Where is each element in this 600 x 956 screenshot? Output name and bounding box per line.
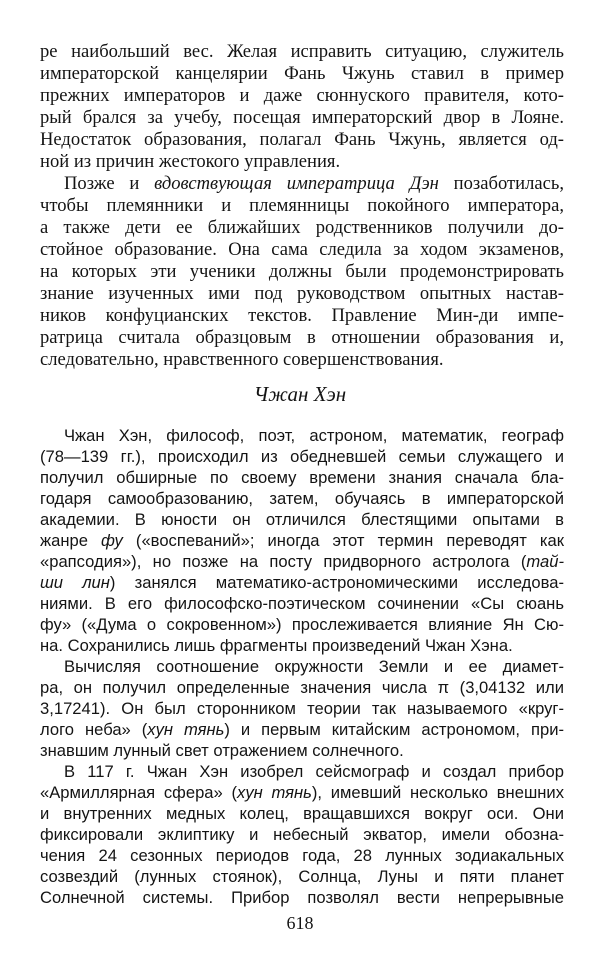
text-run: Позже и [64,173,155,194]
italic-term: вдовствующая императрица Дэн [154,173,439,194]
text-line: ников конфуцианских текстов. Правление Мин-ди импе- [40,305,564,326]
text-line: ратрица считала образцовым в отношении образования и, [40,327,564,348]
text-run: «рапсодия»), но позже на посту придворного астролога ( [40,552,527,571]
text-line: знание изученных ими под руководством опытных настав- [40,283,564,304]
italic-term: хун тянь [147,720,225,739]
text-run: лого неба» ( [40,720,148,739]
text-line: ниями. В его философско-поэтическом сочинении «Сы сюань [40,594,564,613]
text-line: на. Сохранились лишь фрагменты произведений Чжан Хэна. [40,636,513,655]
text-line: Вычисляя соотношение окружности Земли и ее диамет- [64,657,564,676]
italic-term: тай- [526,552,564,571]
text-run: ) и первым китайским астрономом, при- [224,720,564,739]
text-line: рый брался за учебу, посещая императорский двор в Лояне. [40,107,564,128]
text-line: чения 24 сезонных периодов года, 28 лунных зодиакальных [40,846,564,865]
text-line: и внутренних медных колец, вращавшихся вокруг оси. Они [40,804,564,823]
text-line: (78—139 гг.), происходил из обедневшей семьи служащего и [40,447,564,466]
text-line: годаря самообразованию, затем, обучаясь в императорской [40,489,564,508]
text-line: академии. В юности он отличился блестящими опытами в [40,510,564,529]
text-line: 3,17241). Он был сторонником теории так называемого «круг- [40,699,564,718]
text-line: В 117 г. Чжан Хэн изобрел сейсмограф и создал прибор [64,762,564,781]
text-run: жанре [40,531,102,550]
text-line: императорской канцелярии Фань Чжунь ставил в пример [40,63,564,84]
text-line: фиксировали эклиптику и небесный экватор, имели обозна- [40,825,564,844]
text-run: («воспеваний»; иногда этот термин переводят как [122,531,564,550]
text-line: ра, он получил определенные значения числа π (3,04132 или [40,678,564,697]
section-heading: Чжан Хэн [253,382,347,406]
text-run: позаботилась, [438,173,565,194]
text-line: прежних императоров и даже сюннуского правителя, кото- [40,85,564,106]
text-line: созвездий (лунных стоянок), Солнца, Луны и пяти планет [40,867,564,886]
text-line [40,530,564,552]
text-line: на которых эти ученики должны были продемонстрировать [40,261,564,282]
text-line [64,173,564,195]
text-line: фу» («Дума о сокровенном») прослеживается влияние Ян Сю- [40,615,564,634]
italic-term: ши лин [40,573,110,592]
text-line: ной из причин жестокого управления. [40,151,341,172]
italic-term: фу [101,531,123,550]
text-line: получил обширные по своему времени знания сначала бла- [40,468,564,487]
text-line [40,782,564,804]
text-line [40,551,564,573]
text-line [40,572,564,594]
text-line: Солнечной системы. Прибор позволял вести непрерывные [40,888,564,907]
text-run: ), имевший несколько внешних [311,783,564,802]
text-line: ре наибольший вес. Желая исправить ситуацию, служитель [40,41,564,62]
text-line: чтобы племянники и племянницы покойного императора, [40,195,564,216]
text-line: Чжан Хэн, философ, поэт, астроном, математик, географ [64,426,564,445]
text-line [40,719,564,741]
text-line: а также дети ее ближайших родственников получили до- [40,217,564,238]
text-line: стойное образование. Она сама следила за ходом экзаменов, [40,239,564,260]
italic-term: хун тянь [237,783,312,802]
text-line: знавшим лунный свет отражением солнечного. [40,741,404,760]
text-run: «Армиллярная сфера» ( [40,783,238,802]
text-line: следовательно, нравственного совершенствования. [40,349,444,370]
text-run: ) занялся математико-астрономическими исследова- [109,573,564,592]
page-number: 618 [286,913,314,933]
text-line: Недостаток образования, полагал Фань Чжунь, является од- [40,129,564,150]
